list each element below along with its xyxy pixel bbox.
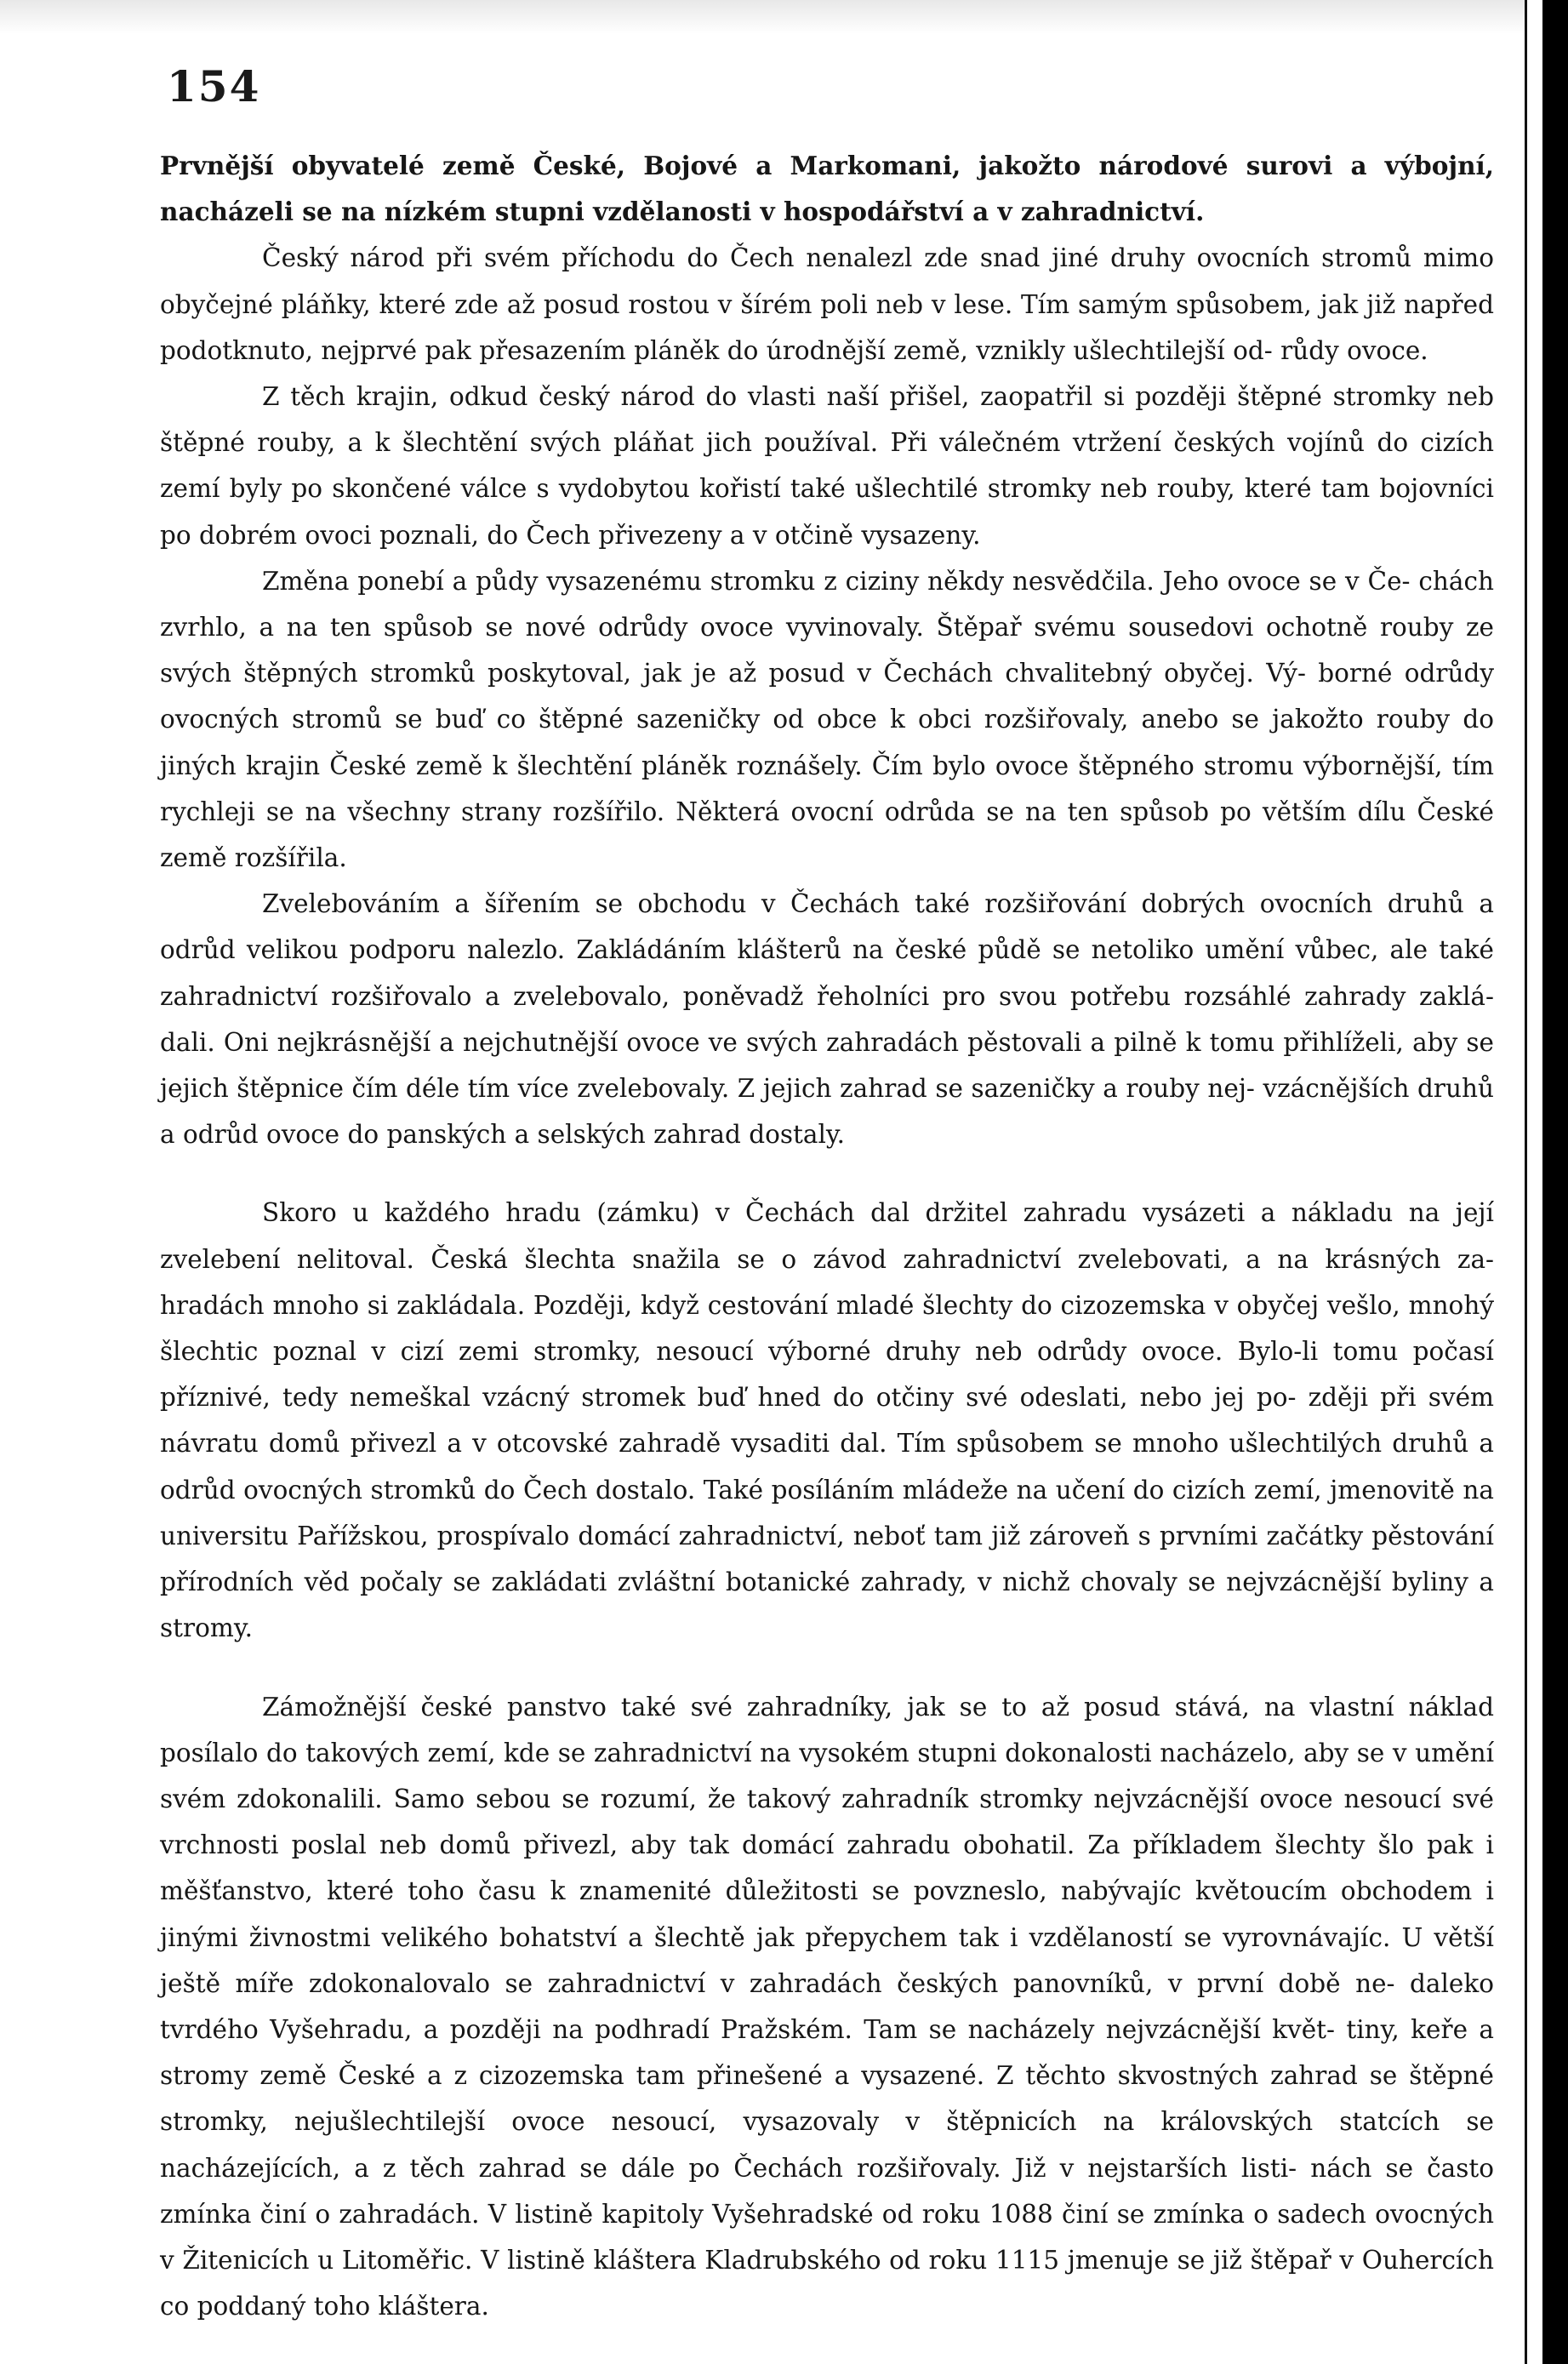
scan-shadow [0,0,1525,34]
paragraph: Skoro u každého hradu (zámku) v Čechách dal držitel zahradu vysázeti a nákladu na její zvelebení nelitoval. Česká šlechta snažila se o závod zahradnictví zvelebovati, a na krásných za- hradách mnoho si zakládala. Později, když cestování mladé šlechty do cizozemska v obyčej vešlo, mnohý šlechtic poznal v cizí zemi stromky, nesoucí výborné druhy neb odrůdy ovoce. Bylo-li tomu počasí příznivé, tedy nemeškal vzácný stromek buď hned do otčiny své odeslati, nebo jej po- zději při svém návratu domů přivezl a v otcovské zahradě vysaditi dal. Tím spůsobem se mnoho ušlechtilých druhů a odrůd ovocných stromků do Čech dostalo. Také posíláním mládeže na učení do cizích zemí, jmenovitě na universitu Pařížskou, prospívalo domácí zahradnictví, neboť tam již zároveň s prvními začátky pěstování přírodních věd počaly se zakládati zvláštní botanické zahrady, v nichž chovaly se nejvzácnější byliny a stromy. [160,1198,1494,1643]
body-text [160,143,1494,2329]
page-edge [1525,0,1542,2364]
paragraph: Český národ při svém příchodu do Čech nenalezl zde snad jiné druhy ovocních stromů mimo obyčejné pláňky, které zde až posud rostou v šírém poli neb v lese. Tím samým spůsobem, jak již napřed podotknuto, nejprvé pak přesazením pláněk do úrodnější země, vznikly ušlechtilejší od- růdy ovoce. [160,243,1494,365]
paragraph: Změna ponebí a půdy vysazenému stromku z ciziny někdy nesvědčila. Jeho ovoce se v Če- chách zvrhlo, a na ten spůsob se nové odrůdy ovoce vyvinovaly. Štěpař svému sousedovi ochotně rouby ze svých štěpných stromků poskytoval, jak je až posud v Čechách chvalitebný obyčej. Vý- borné odrůdy ovocných stromů se buď co štěpné sazeničky od obce k obci rozšiřovaly, anebo se jakožto rouby do jiných krajin České země k šlechtění pláněk roznášely. Čím bylo ovoce štěpného stromu výbornější, tím rychleji se na všechny strany rozšířilo. Některá ovocní odrůda se na ten spůsob po větším dílu České země rozšířila. [160,566,1494,873]
paragraph: Zámožnější české panstvo také své zahradníky, jak se to až posud stává, na vlastní náklad posílalo do takových zemí, kde se zahradnictví na vysokém stupni dokonalosti nacházelo, aby se v umění svém zdokonalili. Samo sebou se rozumí, že takový zahradník stromky nejvzácnější ovoce nesoucí své vrchnosti poslal neb domů přivezl, aby tak domácí zahradu obohatil. Za příkladem šlechty šlo pak i měšťanstvo, které toho času k znamenité důležitosti se povzneslo, nabývajíc květoucím obchodem i jinými živnostmi velikého bohatství a šlechtě jak přepychem tak i vzdělaností se vyrovnávajíc. U větší ještě míře zdokonalovalo se zahradnictví v zahradách českých panovníků, v první době ne- daleko tvrdého Vyšehradu, a později na podhradí Pražském. Tam se nacházely nejvzácnější květ- tiny, keře a stromy země České a z cizozemska tam přinešené a vysazené. Z těchto skvostných zahrad se štěpné stromky, nejušlechtilejší ovoce nesoucí, vysazovaly v štěpnicích na královských statcích se nacházejících, a z těch zahrad se dále po Čechách rozšiřovaly. Již v nejstarších listi- nách se často zmínka činí o zahradách. V listině kapitoly Vyšehradské od roku 1088 činí se zmínka o sadech ovocných v Žitenicích u Litoměřic. V listině kláštera Kladrubského od roku 1115 jmenuje se již štěpař v Ouhercích co poddaný toho kláštera. [160,1692,1494,2321]
paragraph: Prvnější obyvatelé země České, Bojové a Markomani, jakožto národové surovi a výbojní, nacházeli se na nízkém stupni vzdělanosti v hospodářství a v zahradnictví. [160,151,1494,227]
page-number: 154 [167,61,261,111]
paragraph: Zvelebováním a šířením se obchodu v Čechách také rozšiřování dobrých ovocních druhů a odrůd velikou podporu nalezlo. Zakládáním klášterů na české půdě se netoliko umění vůbec, ale také zahradnictví rozšiřovalo a zvelebovalo, poněvadž řeholníci pro svou potřebu rozsáhlé zahrady zaklá- dali. Oni nejkrásnější a nejchutnější ovoce ve svých zahradách pěstovali a pilně k tomu přihlíželi, aby se jejich štěpnice čím déle tím více zvelebovaly. Z jejich zahrad se sazeničky a rouby nej- vzácnějších druhů a odrůd ovoce do panských a selských zahrad dostaly. [160,889,1494,1150]
paragraph: Z těch krajin, odkud český národ do vlasti naší přišel, zaopatřil si později štěpné stromky neb štěpné rouby, a k šlechtění svých pláňat jich používal. Při válečném vtržení českých vojínů do cizích zemí byly po skončené válce s vydobytou kořistí také ušlechtilé stromky neb rouby, které tam bojovníci po dobrém ovoci poznali, do Čech přivezeny a v otčině vysazeny. [160,382,1494,550]
